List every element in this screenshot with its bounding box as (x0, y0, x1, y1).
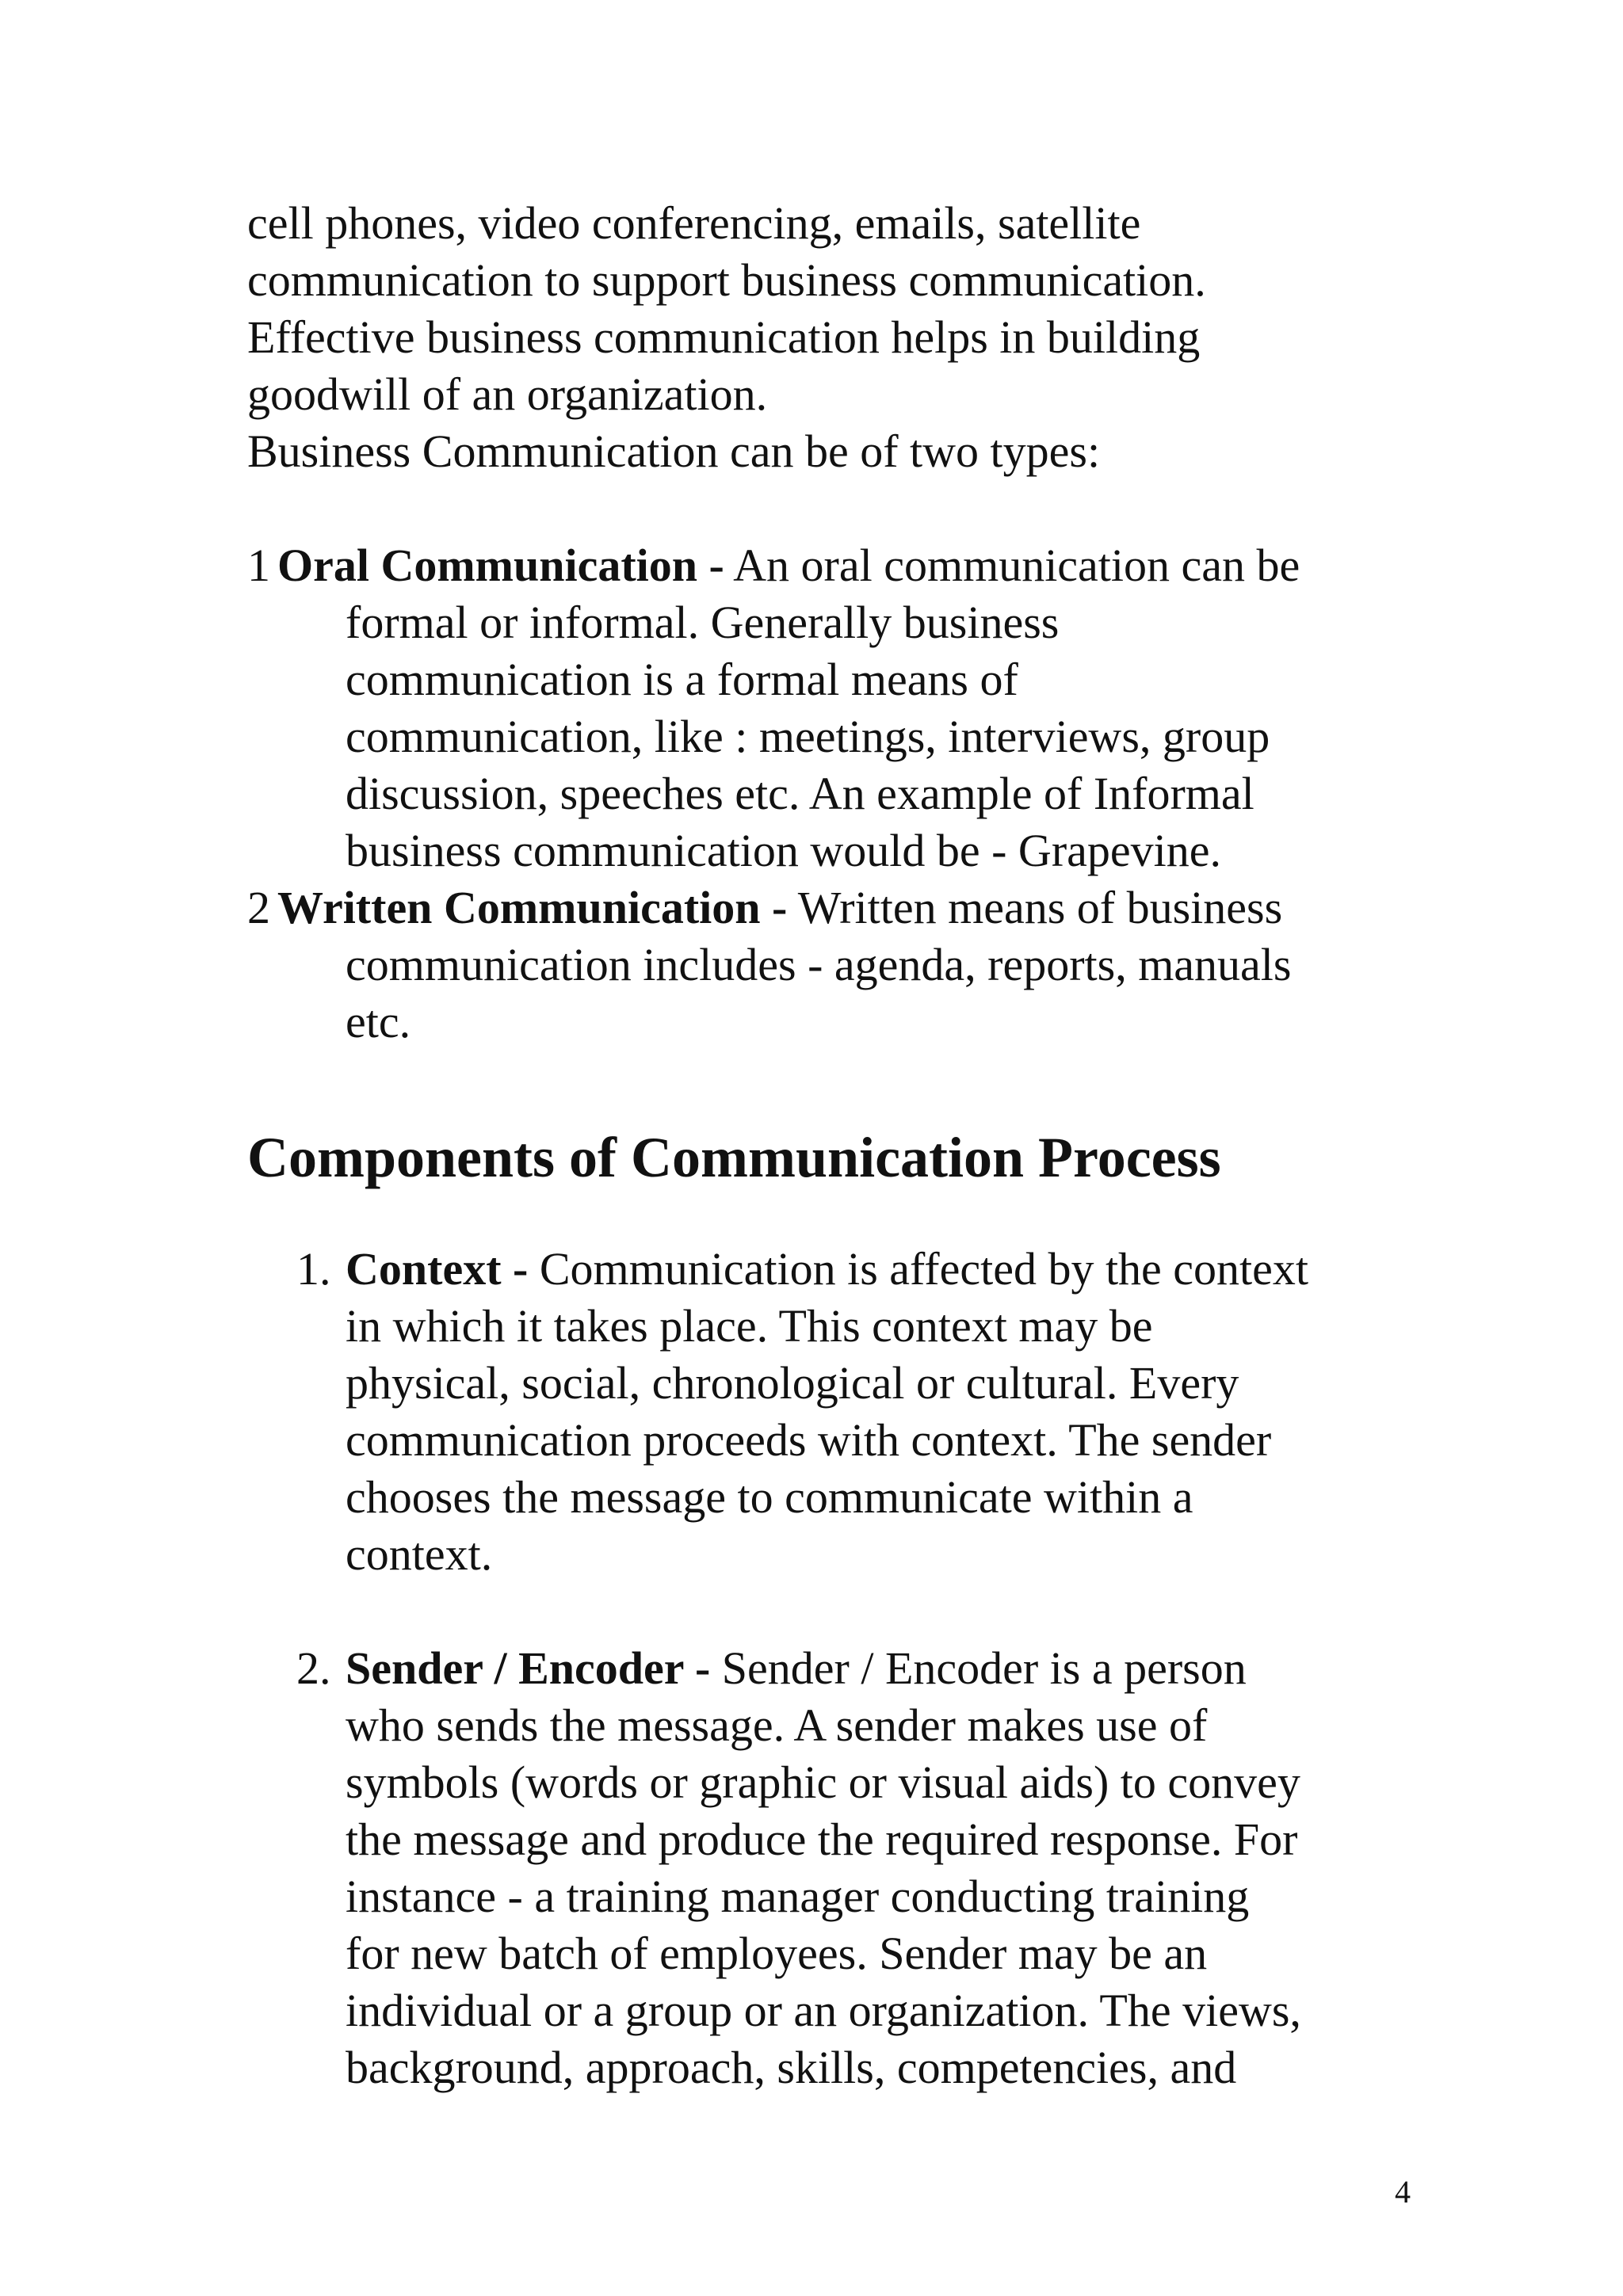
list-item-first-line (277, 879, 1436, 936)
list-item-first-line (277, 537, 1436, 594)
list-item-text: An oral communication can be (724, 540, 1300, 591)
list-item-text: Written means of business (787, 882, 1283, 933)
section-heading: Components of Communication Process (247, 1126, 1221, 1189)
intro-line: Business Communication can be of two types: (247, 425, 1101, 477)
list-item-line: communication includes - agenda, reports, manuals (346, 939, 1292, 990)
list-item-line: for new batch of employees. Sender may be an (346, 1928, 1208, 1979)
list-item (247, 537, 1436, 879)
list-item-text: Sender / Encoder is a person (710, 1642, 1247, 1694)
list-item-first-line (346, 1640, 1436, 1697)
list-item-line: the message and produce the required response. For (346, 1814, 1298, 1865)
list-item-line: background, approach, skills, competencies, and (346, 2042, 1237, 2093)
intro-line: cell phones, video conferencing, emails, satellite (247, 197, 1141, 249)
list-item-body (277, 537, 1436, 879)
list-item-line: symbols (words or graphic or visual aids) to convey (346, 1756, 1300, 1808)
list-item-text: Communication is affected by the context (528, 1243, 1309, 1295)
list-number: 1 (247, 540, 270, 591)
list-item-term: Sender / Encoder - (346, 1642, 711, 1694)
list-item-body (277, 879, 1436, 1051)
list-item-line: communication, like : meetings, interviews, group (346, 711, 1270, 762)
list-item-term: Written Communication - (277, 882, 788, 933)
page-content (247, 195, 1436, 2096)
list-item-line: discussion, speeches etc. An example of Informal (346, 768, 1254, 819)
list-item-term: Context - (346, 1243, 529, 1295)
intro-line: Effective business communication helps in building (247, 311, 1201, 363)
blank-line (247, 480, 1436, 537)
list-item-line: business communication would be - Grapevine. (346, 825, 1221, 876)
list-number: 2 (247, 882, 270, 933)
list-item-line: individual or a group or an organization. The views, (346, 1985, 1301, 2036)
list-item-body (346, 1640, 1436, 2096)
list-item (296, 1640, 1436, 2096)
list-number: 1. (296, 1243, 331, 1295)
list-item-line: instance - a training manager conducting training (346, 1871, 1250, 1922)
list-item (247, 879, 1436, 1051)
list-item (296, 1241, 1436, 1583)
list-item-line: who sends the message. A sender makes use of (346, 1699, 1208, 1751)
list-item-line: context. (346, 1528, 493, 1580)
list-item-line: in which it takes place. This context may be (346, 1300, 1153, 1352)
list-item-line: formal or informal. Generally business (346, 597, 1060, 648)
list-item-line: communication proceeds with context. The sender (346, 1414, 1272, 1466)
intro-line: communication to support business communication. (247, 254, 1206, 306)
list-item-first-line (346, 1241, 1436, 1298)
list-item-line: physical, social, chronological or cultural. Every (346, 1357, 1239, 1409)
list-item-line: communication is a formal means of (346, 654, 1018, 705)
intro-line: goodwill of an organization. (247, 368, 768, 420)
page-number: 4 (1395, 2174, 1411, 2210)
list-item-line: chooses the message to communicate within a (346, 1471, 1193, 1523)
blank-line (247, 1583, 1436, 1640)
components-list (247, 1241, 1436, 2096)
list-item-line: etc. (346, 996, 411, 1047)
list-item-body (346, 1241, 1436, 1583)
intro-paragraph (247, 195, 1436, 480)
list-item-term: Oral Communication - (277, 540, 724, 591)
list-number: 2. (296, 1642, 331, 1694)
communication-types-list (247, 537, 1436, 1051)
